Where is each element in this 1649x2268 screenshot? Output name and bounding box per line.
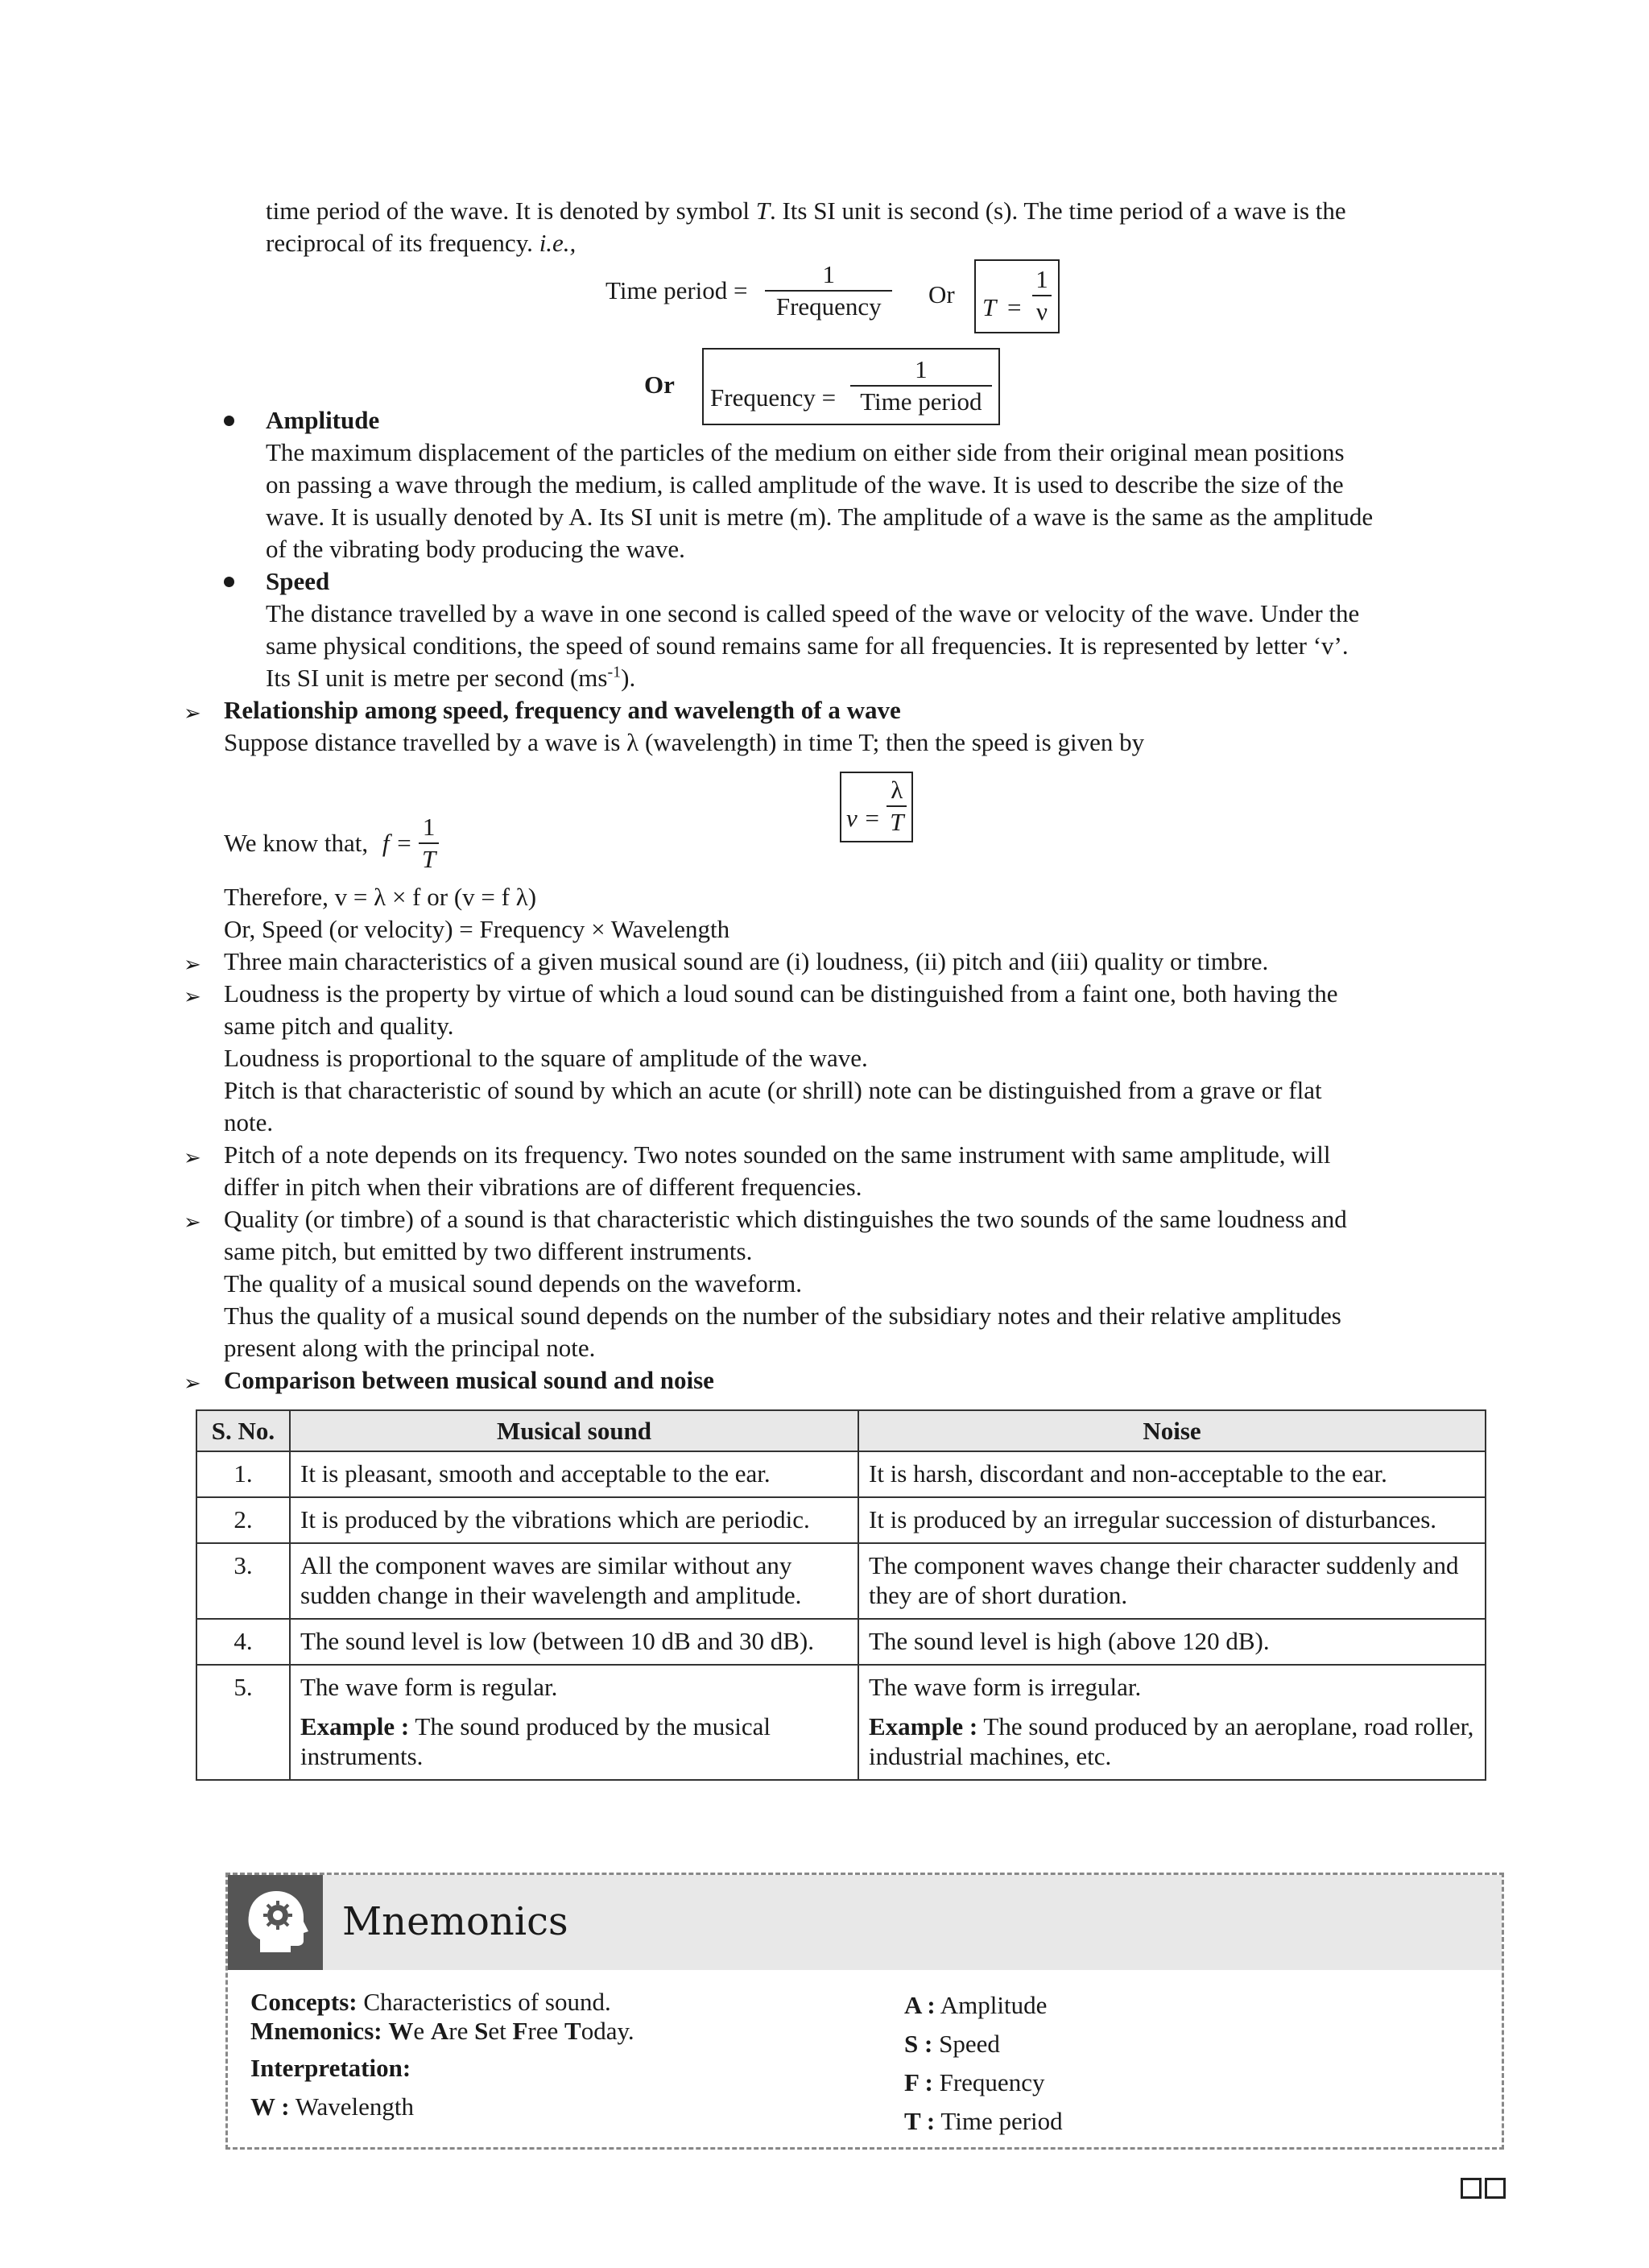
or-label-1: Or bbox=[928, 280, 955, 308]
speed-line: same physical conditions, the speed of sound remains same for all frequencies. It is represented by letter ‘v’. bbox=[266, 631, 1349, 660]
amplitude-line: of the vibrating body producing the wave. bbox=[266, 535, 685, 563]
boxed-formula-frequency: Frequency = $\frac{1}{\text{Time period}}$ bbox=[702, 348, 1000, 425]
header-sno: S. No. bbox=[196, 1410, 290, 1451]
header-musical: Musical sound bbox=[290, 1410, 858, 1451]
boxed-formula-T: T = $\frac{1}{\nu}$ bbox=[974, 259, 1060, 333]
cell-noise bbox=[858, 1665, 1486, 1780]
cell-musical bbox=[290, 1665, 858, 1780]
cell-sno: 5. bbox=[196, 1665, 290, 1780]
bullet-icon bbox=[224, 416, 234, 426]
header-noise: Noise bbox=[858, 1410, 1486, 1451]
cell-musical: It is pleasant, smooth and acceptable to the ear. bbox=[290, 1451, 858, 1497]
table-header-row bbox=[196, 1410, 1486, 1451]
cell-sno: 3. bbox=[196, 1543, 290, 1619]
fraction-f: $\frac{1}{T}$ bbox=[419, 812, 439, 875]
quality-line: The quality of a musical sound depends on the waveform. bbox=[224, 1269, 802, 1297]
loudness-line: Loudness is proportional to the square of amplitude of the wave. bbox=[224, 1044, 868, 1072]
therefore-line: Therefore, v = λ × f or (v = f λ) bbox=[224, 883, 537, 911]
speed-unit-line: Its SI unit is metre per second $(ms^{-1})$. bbox=[266, 663, 636, 692]
cell-noise: The sound level is high (above 120 dB). bbox=[858, 1619, 1486, 1665]
cell-example: Example : The sound produced by the musical instruments. bbox=[300, 1712, 771, 1770]
or-speed-line: Or, Speed (or velocity) = Frequency × Wavelength bbox=[224, 915, 730, 943]
fraction-frequency: $\frac{1}{\text{Time period}}$ bbox=[850, 354, 992, 417]
pitch-line: Pitch is that characteristic of sound by which an acute (or shrill) note can be distinguished from a grave or flat bbox=[224, 1076, 1322, 1104]
mnemonic-line: Mnemonics: We Are Set Free Today. bbox=[250, 2017, 634, 2045]
cell-musical: The sound level is low (between 10 dB and 30 dB). bbox=[290, 1619, 858, 1665]
quality-line: same pitch, but emitted by two different instruments. bbox=[224, 1237, 753, 1265]
pitch-frequency-line: Pitch of a note depends on its frequency. Two notes sounded on the same instrument with same amplitude, will bbox=[224, 1140, 1331, 1169]
cell-sno: 4. bbox=[196, 1619, 290, 1665]
mnemonic-item: T : Time period bbox=[904, 2107, 1063, 2135]
cell-musical: It is produced by the vibrations which are periodic. bbox=[290, 1497, 858, 1543]
quality-line: Quality (or timbre) of a sound is that characteristic which distinguishes the two sounds of the same loudness and bbox=[224, 1205, 1347, 1233]
mnemonics-header bbox=[228, 1875, 1502, 1970]
arrow-bullet-icon: ➢ bbox=[184, 1372, 201, 1396]
formula-time-period: Time period = $\frac{1}{\text{Frequency}}$ bbox=[605, 259, 892, 322]
table-row bbox=[196, 1543, 1486, 1619]
cell-musical: All the component waves are similar without any sudden change in their wavelength and amplitude. bbox=[290, 1543, 858, 1619]
concepts-line: Concepts: Characteristics of sound. bbox=[250, 1988, 611, 2016]
amplitude-line: The maximum displacement of the particles of the medium on either side from their original mean positions bbox=[266, 438, 1345, 466]
arrow-bullet-icon: ➢ bbox=[184, 985, 201, 1009]
quality-line: Thus the quality of a musical sound depends on the number of the subsidiary notes and their relative amplitudes bbox=[224, 1302, 1341, 1330]
mnemonics-title: Mnemonics bbox=[342, 1899, 568, 1944]
relationship-heading: Relationship among speed, frequency and wavelength of a wave bbox=[224, 696, 901, 724]
cell-noise: The component waves change their character suddenly and they are of short duration. bbox=[858, 1543, 1486, 1619]
cell-text: The wave form is irregular. bbox=[869, 1673, 1142, 1701]
amplitude-heading: Amplitude bbox=[266, 406, 380, 434]
arrow-bullet-icon: ➢ bbox=[184, 1211, 201, 1235]
comparison-heading: Comparison between musical sound and noise bbox=[224, 1366, 714, 1394]
cell-noise: It is produced by an irregular succession of disturbances. bbox=[858, 1497, 1486, 1543]
end-squares-icon bbox=[1457, 2175, 1506, 2207]
or-label-2: Or bbox=[644, 370, 675, 399]
know-that-line: We know that, f = $\frac{1}{T}$ bbox=[224, 812, 439, 875]
relationship-line: Suppose distance travelled by a wave is λ (wavelength) in time T; then the speed is given by bbox=[224, 728, 1145, 756]
pitch-frequency-line: differ in pitch when their vibrations are of different frequencies. bbox=[224, 1173, 862, 1201]
comparison-table bbox=[196, 1409, 1486, 1781]
table-row bbox=[196, 1619, 1486, 1665]
mnemonic-item: A : Amplitude bbox=[904, 1991, 1048, 2019]
table-row bbox=[196, 1497, 1486, 1543]
characteristics-point: Three main characteristics of a given musical sound are (i) loudness, (ii) pitch and (iii) quality or timbre. bbox=[224, 947, 1269, 975]
amplitude-line: on passing a wave through the medium, is called amplitude of the wave. It is used to describe the size of the bbox=[266, 470, 1344, 499]
cell-noise: It is harsh, discordant and non-acceptable to the ear. bbox=[858, 1451, 1486, 1497]
interpretation-label: Interpretation: bbox=[250, 2054, 411, 2082]
fraction-time-period: $\frac{1}{\text{Frequency}}$ bbox=[765, 259, 892, 322]
head-gear-icon bbox=[228, 1875, 323, 1970]
cell-example: Example : The sound produced by an aeroplane, road roller, industrial machines, etc. bbox=[869, 1712, 1474, 1770]
speed-line: The distance travelled by a wave in one second is called speed of the wave or velocity of the wave. Under the bbox=[266, 599, 1360, 627]
amplitude-line: wave. It is usually denoted by A. Its SI unit is metre (m). The amplitude of a wave is the same as the amplitude bbox=[266, 503, 1374, 531]
quality-line: present along with the principal note. bbox=[224, 1334, 596, 1362]
arrow-bullet-icon: ➢ bbox=[184, 1146, 201, 1170]
bullet-icon bbox=[224, 577, 234, 587]
table-row bbox=[196, 1451, 1486, 1497]
fraction-v: $\frac{\lambda}{T}$ bbox=[886, 775, 907, 838]
pitch-line: note. bbox=[224, 1108, 274, 1136]
mnemonics-box bbox=[225, 1873, 1504, 2150]
arrow-bullet-icon: ➢ bbox=[184, 702, 201, 726]
speed-heading: Speed bbox=[266, 567, 330, 595]
mnemonic-item: F : Frequency bbox=[904, 2068, 1045, 2096]
intro-line-2: reciprocal of its frequency. i.e., bbox=[266, 229, 577, 257]
arrow-bullet-icon: ➢ bbox=[184, 953, 201, 977]
cell-text: The wave form is regular. bbox=[300, 1673, 558, 1701]
loudness-line: same pitch and quality. bbox=[224, 1012, 454, 1040]
table-row bbox=[196, 1665, 1486, 1780]
boxed-formula-v: v = $\frac{\lambda}{T}$ bbox=[840, 772, 913, 842]
cell-sno: 2. bbox=[196, 1497, 290, 1543]
mnemonic-item: W : Wavelength bbox=[250, 2092, 414, 2121]
cell-sno: 1. bbox=[196, 1451, 290, 1497]
mnemonic-item: S : Speed bbox=[904, 2030, 1000, 2058]
intro-line-1: time period of the wave. It is denoted by symbol T. Its SI unit is second (s). The time period of a wave is the bbox=[266, 197, 1346, 225]
loudness-line: Loudness is the property by virtue of which a loud sound can be distinguished from a faint one, both having the bbox=[224, 979, 1338, 1008]
fraction-T: $\frac{1}{\nu}$ bbox=[1032, 264, 1052, 327]
